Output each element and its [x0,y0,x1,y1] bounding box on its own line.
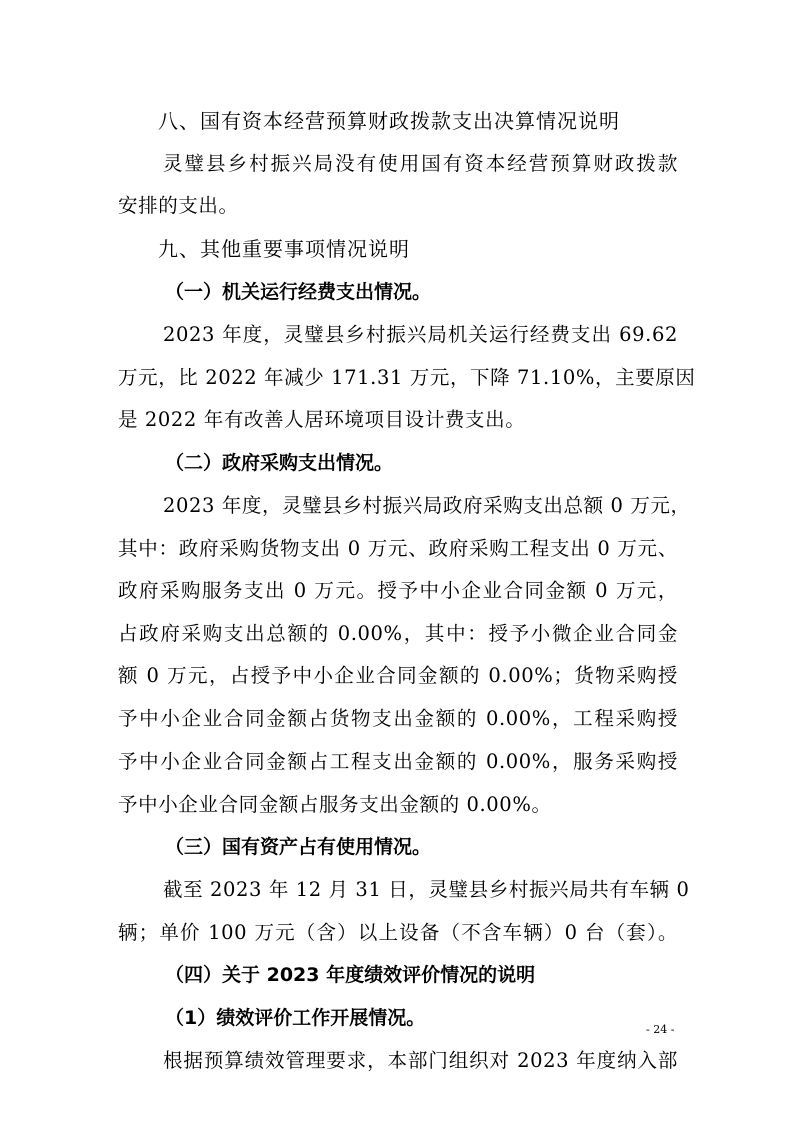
subsection-heading-4: （四）关于 2023 年度绩效评价情况的说明 [165,964,536,986]
subsection-heading-2: （二）政府采购支出情况。 [165,452,394,474]
paragraph-line: 其中：政府采购货物支出 0 万元、政府采购工程支出 0 万元、 [118,537,678,560]
page-number: - 24 - [646,1023,675,1036]
section-heading-9: 九、其他重要事项情况说明 [158,237,410,261]
subsection-heading-3: （三）国有资产占有使用情况。 [165,836,432,858]
paragraph-line: 政府采购服务支出 0 万元。授予中小企业合同金额 0 万元， [118,579,678,602]
paragraph-line: 额 0 万元，占授予中小企业合同金额的 0.00%；货物采购授 [118,664,678,687]
paragraph-line: 灵璧县乡村振兴局没有使用国有资本经营预算财政拨款 [163,152,678,175]
paragraph-line: 截至 2023 年 12 月 31 日，灵璧县乡村振兴局共有车辆 0 [163,878,690,901]
paragraph-line: 2023 年度，灵璧县乡村振兴局政府采购支出总额 0 万元， [163,494,691,517]
paragraph-line: 2023 年度，灵璧县乡村振兴局机关运行经费支出 69.62 [163,323,678,346]
paragraph-line: 根据预算绩效管理要求，本部门组织对 2023 年度纳入部 [163,1049,678,1072]
paragraph-line: 是 2022 年有改善人居环境项目设计费支出。 [118,408,526,431]
paragraph-line: 予中小企业合同金额占服务支出金额的 0.00%。 [118,793,552,816]
paragraph-line: 予中小企业合同金额占货物支出金额的 0.00%，工程采购授 [118,707,678,730]
subsection-heading-1: （一）机关运行经费支出情况。 [165,281,432,303]
section-heading-8: 八、国有资本经营预算财政拨款支出决算情况说明 [158,109,620,133]
paragraph-line: 万元，比 2022 年减少 171.31 万元，下降 71.10%，主要原因 [118,366,696,389]
paragraph-line: 予中小企业合同金额占工程支出金额的 0.00%，服务采购授 [118,750,678,773]
paragraph-line: 安排的支出。 [118,194,239,217]
sub-item-heading-1: （1）绩效评价工作开展情况。 [165,1007,426,1029]
paragraph-line: 辆；单价 100 万元（含）以上设备（不含车辆）0 台（套）。 [118,921,678,944]
paragraph-line: 占政府采购支出总额的 0.00%，其中：授予小微企业合同金 [118,622,678,645]
